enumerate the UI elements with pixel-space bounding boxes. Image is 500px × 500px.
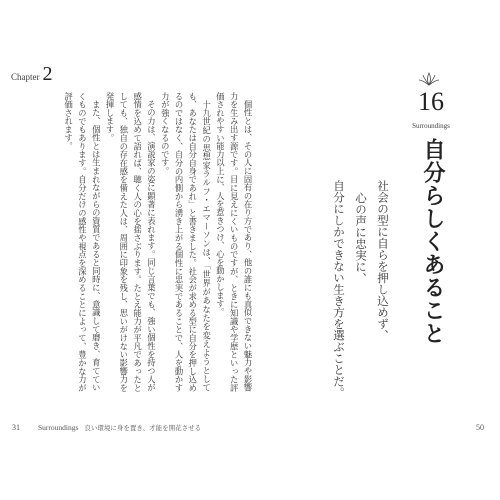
body-paragraph: 十九世紀の思想家ラルフ・エマーソンは、「世界があなたを変えようとしても、あなたは自分自身であれ」と書きました。社会が求める型に自分を押し込めるのではなく、自分の内側から湧き上がる個性に忠実であることで、人を動かす力が強くなるのです。 [160,92,212,392]
flower-ornament-icon [418,72,440,86]
body-text [63,92,254,392]
chapter-heading [11,64,53,84]
left-page-number: 31 [12,423,20,432]
right-page-number: 50 [476,423,484,432]
section-lede [328,180,394,399]
lede-line: 社会の型に自らを押し込めず、 [376,180,390,341]
lede-line: 自分にしかできない生き方を選ぶことだ。 [332,180,346,399]
chapter-word: Chapter [11,72,40,82]
body-paragraph: また、個性とは生まれながらの資質であると同時に、意識して磨き、育てていくものでもあります。自分だけの感性や視点を深めることによって、豊かな力が評価されます。 [63,92,102,392]
section-title: 自分らしくあること [420,138,446,345]
left-page-footer [12,423,201,432]
running-head-english: Surroundings [38,423,79,432]
chapter-number: 2 [42,63,53,85]
running-head-japanese: 良い環境に身を置き、才能を開花させる [84,424,202,432]
section-label: Surroundings [412,122,450,130]
body-paragraph: その力は、演説家の姿に顕著に表れます。同じ言葉でも、強い個性を持つ人が感情を込めて語れば、聴く人の心を揺さぶります。たとえ能力が平凡であったとしても、独自の存在感を備えた人は、周囲に印象を残し、思いがけない影響力を発揮します。 [105,92,157,392]
body-paragraph: 個性とは、その人に固有の在り方であり、他の誰にも真似できない魅力や影響力を生み出す源です。目に見えにくいものですが、ときに知識や学歴といった評価されやすい能力以上に、人を惹きつけ、心を動かします。 [215,92,253,392]
lede-line: 心の声に忠実に、 [354,192,368,284]
section-number: 16 [418,87,444,116]
